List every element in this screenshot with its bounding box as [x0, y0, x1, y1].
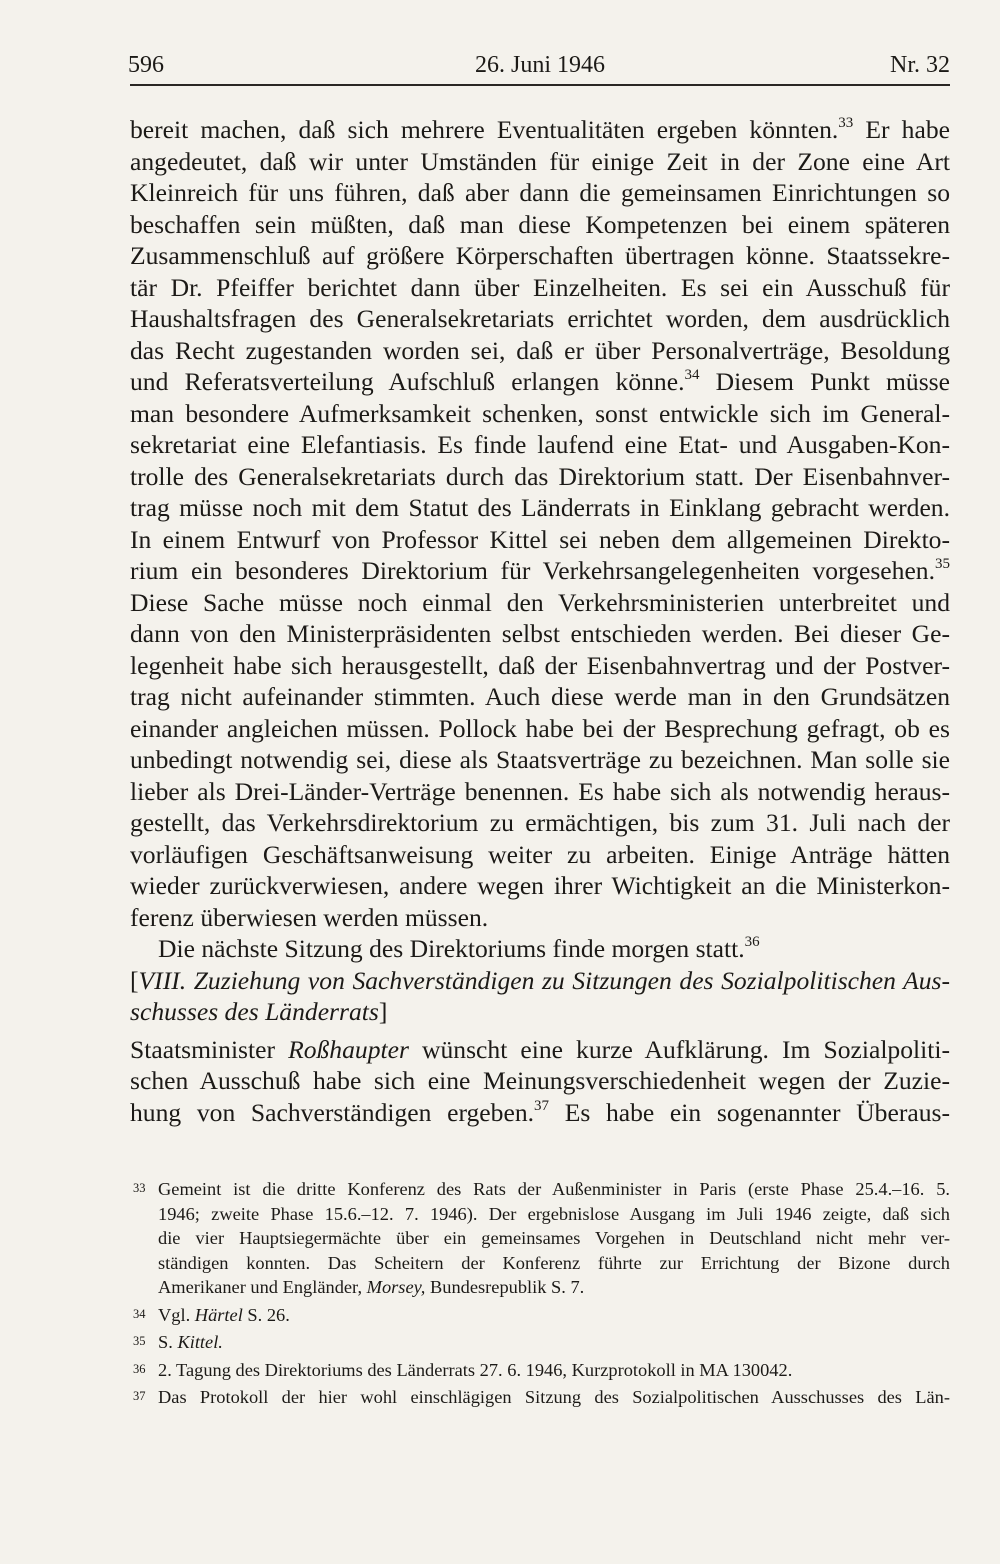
footnote-number: 34: [133, 1306, 146, 1321]
footnote-ref[interactable]: 37: [534, 1097, 550, 1114]
footnote-ref[interactable]: 36: [744, 934, 760, 950]
text-line: vorläufigen Geschäftsanweisung weiter zu arbeiten. Einige Anträge hätten: [130, 839, 950, 869]
text-line: trolle des Generalsekretariats durch das Direktorium statt. Der Eisenbahnver-: [130, 461, 950, 491]
text-line: legenheit habe sich herausgestellt, daß der Eisenbahnvertrag und der Postver-: [130, 650, 950, 680]
text-line: man besondere Aufmerksamkeit schenken, sonst entwickle sich im General-: [130, 398, 950, 428]
header-date: 26. Juni 1946: [474, 52, 605, 78]
running-header: [130, 52, 950, 82]
text-line: bereit machen, daß sich mehrere Eventualitäten ergeben könnten.$^{33}$ Er habe: [130, 115, 950, 144]
text-line: rium ein besonderes Direktorium für Verkehrsangelegenheiten vorgesehen.$^{35}$: [130, 556, 950, 585]
header-rule: [130, 84, 950, 86]
text-line: trag nicht aufeinander stimmten. Auch diese werde man in den Grundsätzen: [130, 682, 950, 711]
footnote-number: 35: [133, 1334, 146, 1348]
text-line: Staatsminister Roßhaupter wünscht eine kurze Aufklärung. Im Sozialpoliti-: [130, 1034, 950, 1064]
main-text: [130, 114, 950, 1128]
footnotes: [130, 1177, 950, 1413]
text-line: einander angleichen müssen. Pollock habe bei der Besprechung gefragt, ob es: [130, 713, 950, 743]
text-line: In einem Entwurf von Professor Kittel sei neben dem allgemeinen Direkto-: [130, 524, 950, 554]
footnote-number: 37: [133, 1389, 146, 1403]
text-line: Haushaltsfragen des Generalsekretariats errichtet worden, dem ausdrücklich: [130, 304, 950, 333]
heading-line: [VIII. Zuziehung von Sachverständigen zu Sitzungen des Sozialpolitischen Aus-: [130, 965, 950, 995]
footnote-number: 33: [133, 1181, 146, 1195]
footnote-35: 35 S. Kittel.: [130, 1330, 950, 1355]
person-name: Roßhaupter: [288, 1034, 409, 1064]
text-line: schen Ausschuß habe sich eine Meinungsverschiedenheit wegen der Zuzie-: [130, 1066, 950, 1095]
text-line: sekretariat eine Elefantiasis. Es finde laufend eine Etat- und Ausgaben-Kon-: [130, 430, 950, 459]
text-line: tär Dr. Pfeiffer berichtet dann über Einzelheiten. Es sei ein Ausschuß für: [130, 272, 950, 302]
text-line: unbedingt notwendig sei, diese als Staatsverträge zu bezeichnen. Man solle sie: [130, 745, 950, 774]
text-line: beschaffen sein müßten, daß man diese Kompetenzen bei einem späteren: [130, 209, 950, 239]
footnote-34: 34 Vgl. Härtel S. 26.: [130, 1303, 950, 1328]
text-line: dann von den Ministerpräsidenten selbst entschieden werden. Bei dieser Ge-: [130, 619, 950, 648]
text-line: gestellt, das Verkehrsdirektorium zu ermächtigen, bis zum 31. Juli nach der: [130, 808, 950, 837]
text-line: trag müsse noch mit dem Statut des Länderrats in Einklang gebracht werden.: [130, 493, 950, 522]
text-line: und Referatsverteilung Aufschluß erlangen könne.$^{34}$ Diesem Punkt müsse: [130, 367, 950, 396]
footnote-ref[interactable]: 34: [684, 367, 700, 383]
text-line: wieder zurückverwiesen, andere wegen ihrer Wichtigkeit an die Ministerkon-: [130, 871, 950, 900]
heading-line: schusses des Länderrats]: [130, 997, 388, 1026]
footnote-36: 36 2. Tagung des Direktoriums des Länderrats 27. 6. 1946, Kurzprotokoll in MA 130042.: [130, 1358, 950, 1383]
footnote-37: 37 Das Protokoll der hier wohl einschlägigen Sitzung des Sozialpolitischen Ausschusses des Län-: [130, 1385, 950, 1410]
text-line: angedeutet, daß wir unter Umständen für einige Zeit in der Zone eine Art: [130, 146, 950, 176]
footnote-ref[interactable]: 35: [935, 556, 950, 572]
paragraph: [130, 933, 950, 965]
text-line: Die nächste Sitzung des Direktoriums finde morgen statt.$^{36}$: [158, 934, 760, 963]
footnote-number: 36: [133, 1361, 146, 1376]
document-number: Nr. 32: [890, 52, 950, 78]
text-line: Zusammenschluß auf größere Körperschaften übertragen könne. Staatssekre-: [130, 241, 950, 270]
page-number: 596: [128, 52, 164, 78]
text-line: hung von Sachverständigen ergeben.$^{37}$ Es habe ein sogenannter Überaus-: [130, 1097, 950, 1127]
text-line: ferenz überwiesen werden müssen.: [130, 902, 489, 932]
section-heading: [130, 965, 950, 1028]
paragraph: [130, 114, 950, 933]
text-line: lieber als Drei-Länder-Verträge benennen. Es habe sich als notwendig heraus-: [130, 776, 950, 806]
footnote-33: 33 Gemeint ist die dritte Konferenz des Rats der Außenminister in Paris (erste Phase 25.4.–16. 5. 1946; zweite Phase 15.6.–12. 7. 1946). Der ergebnislose Ausgang im Juli 1946 zeigte, daß sich die vier Hauptsiegermächte über ein gemeinsames Vorgehen in Deutschland nicht mehr ver- ständigen konnten. Das Scheitern der Konferenz führte zur Errichtung der Bizone durch Amerikaner und Engländer, Morsey, Bundesrepublik S. 7.: [130, 1177, 950, 1300]
text-line: Diese Sache müsse noch einmal den Verkehrsministerien unterbreitet und: [130, 587, 950, 617]
text-line: Kleinreich für uns führen, daß aber dann die gemeinsamen Einrichtungen so: [130, 178, 950, 207]
paragraph: [130, 1034, 950, 1129]
text-line: das Recht zugestanden worden sei, daß er über Personalverträge, Besoldung: [130, 335, 950, 365]
footnote-ref[interactable]: 33: [838, 115, 854, 131]
